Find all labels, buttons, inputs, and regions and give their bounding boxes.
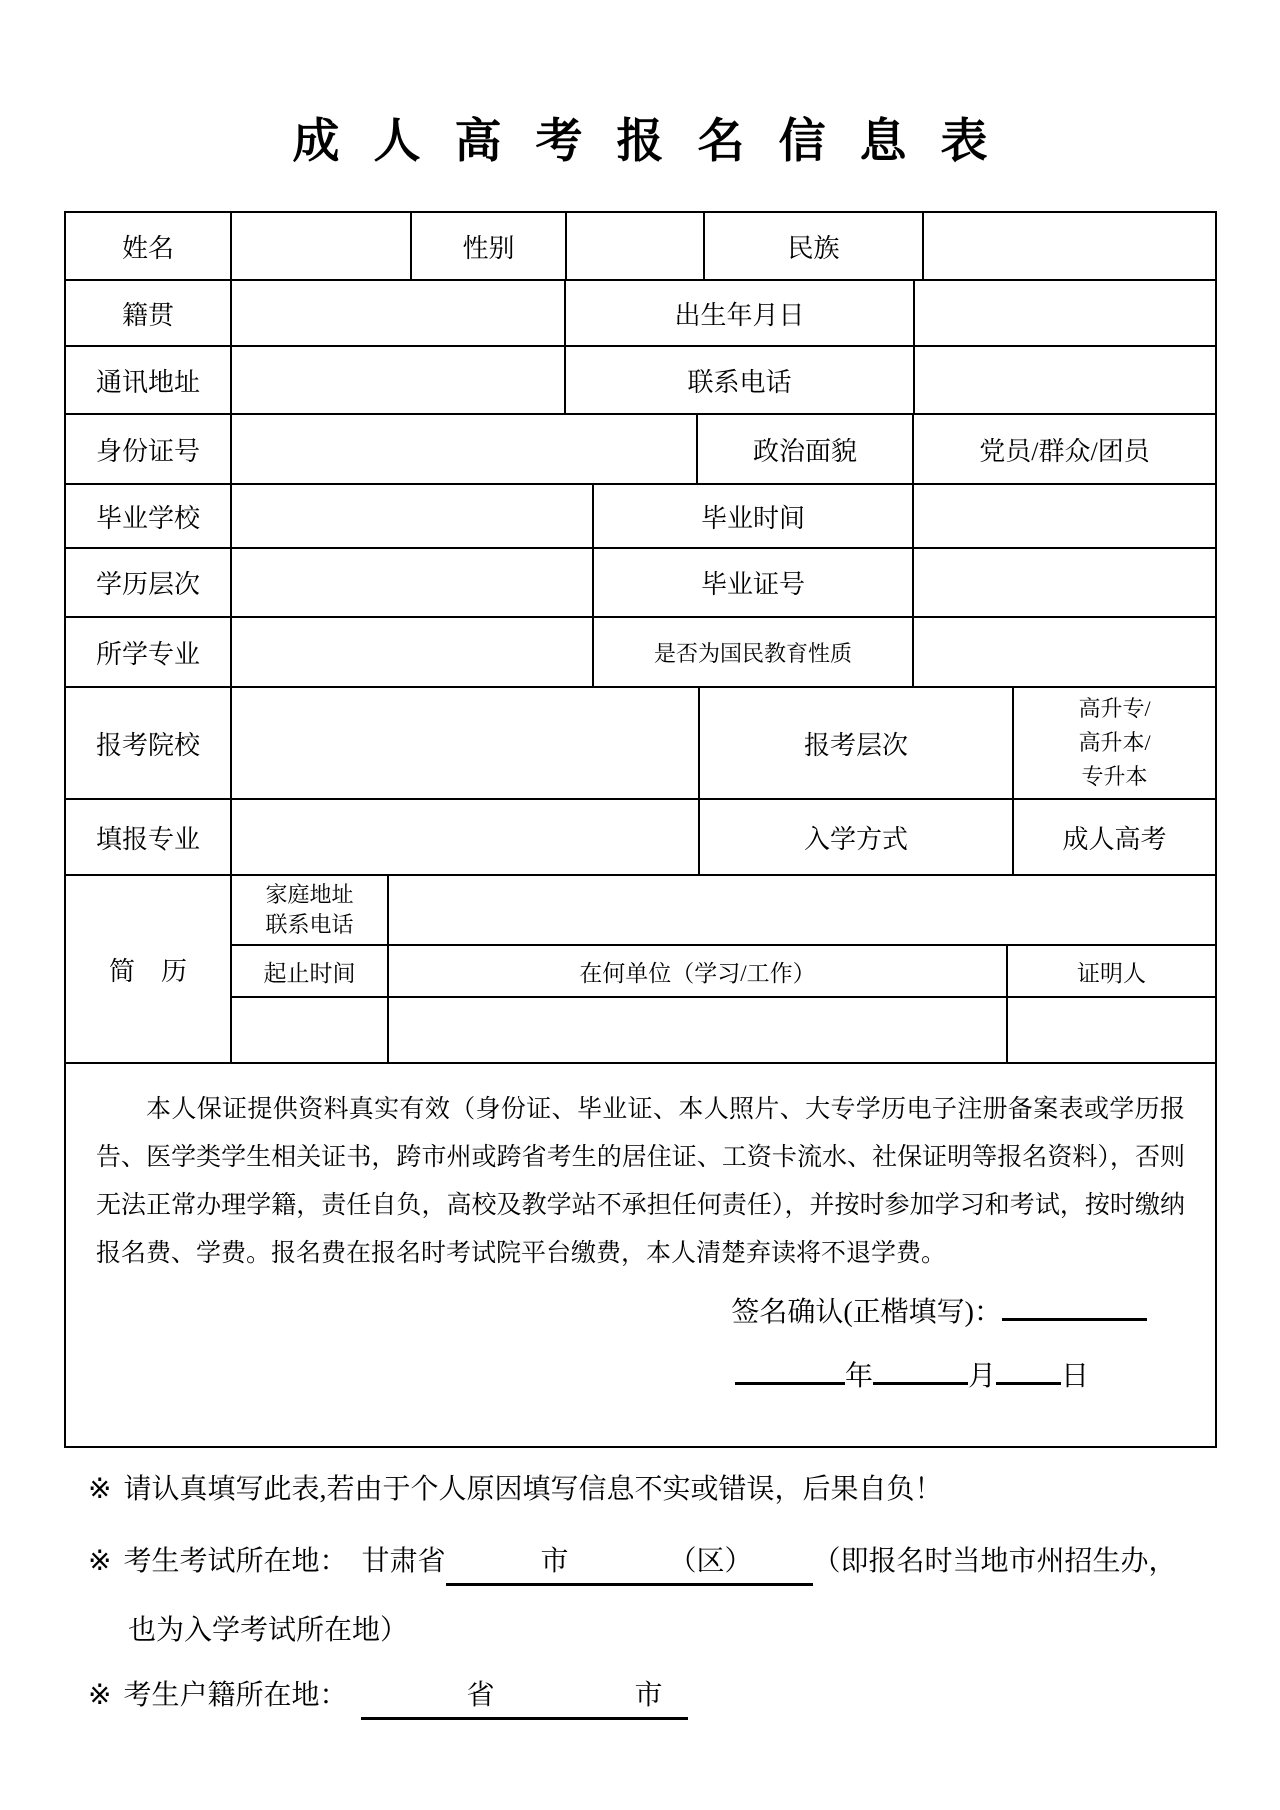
- major-studied-label: 所学专业: [66, 618, 232, 686]
- row-applyschool-applylevel: [66, 688, 1215, 800]
- graduation-school-label: 毕业学校: [66, 485, 232, 547]
- signature-label: 签名确认(正楷填写)：: [731, 1297, 1002, 1328]
- note-exam-location-line2: [88, 1611, 1280, 1651]
- resume-home-row: [232, 876, 1215, 946]
- gender-label: 性别: [412, 213, 567, 279]
- home-address-phone-label: [232, 876, 389, 944]
- ethnicity-value-cell[interactable]: [924, 213, 1215, 279]
- period-value-cell[interactable]: [232, 998, 389, 1062]
- day-label: 日: [1060, 1361, 1089, 1392]
- applied-level-option-3: 专升本: [1081, 764, 1148, 789]
- reference-mark-icon: ※: [88, 1546, 112, 1577]
- graduation-time-label: 毕业时间: [594, 485, 914, 547]
- applied-level-options-cell[interactable]: [1014, 688, 1215, 798]
- major-studied-value-cell[interactable]: [232, 618, 594, 686]
- national-education-value-cell[interactable]: [914, 618, 1215, 686]
- month-label: 月: [967, 1361, 996, 1392]
- date-line: [96, 1354, 1185, 1394]
- month-blank[interactable]: [873, 1355, 968, 1385]
- blank-spacer: [446, 1568, 541, 1570]
- row-applymajor-enrollmethod: [66, 800, 1215, 876]
- footnotes: [88, 1470, 1280, 1720]
- work-unit-value-cell[interactable]: [389, 998, 1008, 1062]
- exam-location-note-text: （即报名时当地市州招生办，: [812, 1546, 1177, 1577]
- resume-section-label: 简 历: [66, 876, 232, 1062]
- reference-mark-icon: ※: [88, 1474, 112, 1505]
- signature-line: [96, 1290, 1185, 1330]
- blank-spacer: [495, 1702, 635, 1704]
- diploma-number-value-cell[interactable]: [914, 549, 1215, 616]
- birth-date-value-cell[interactable]: [915, 281, 1215, 345]
- form-title: 成人高考报名信息表: [292, 116, 1022, 168]
- applied-school-value-cell[interactable]: [232, 688, 700, 798]
- native-place-label: 籍贯: [66, 281, 232, 345]
- declaration-row: [66, 1064, 1215, 1446]
- year-label: 年: [844, 1361, 873, 1392]
- district-suffix-label: （区）: [668, 1546, 753, 1577]
- signature-blank[interactable]: [1002, 1291, 1147, 1321]
- name-label: 姓名: [66, 213, 232, 279]
- row-gradschool-gradtime: [66, 485, 1215, 549]
- city-suffix-label: 市: [634, 1680, 663, 1711]
- graduation-time-value-cell[interactable]: [914, 485, 1215, 547]
- exam-province-text: 甘肃省: [361, 1546, 446, 1577]
- row-edulevel-diploma: [66, 549, 1215, 618]
- work-unit-label: 在何单位（学习/工作）: [389, 946, 1008, 996]
- graduation-school-value-cell[interactable]: [232, 485, 594, 547]
- household-location-label: 考生户籍所在地：: [123, 1680, 348, 1711]
- resume-entry-row: [232, 998, 1215, 1062]
- year-blank[interactable]: [735, 1355, 845, 1385]
- birth-date-label: 出生年月日: [566, 281, 915, 345]
- period-label: 起止时间: [232, 946, 389, 996]
- city-suffix-label: 市: [540, 1546, 569, 1577]
- applied-level-option-2: 高升本/: [1078, 730, 1151, 755]
- diploma-number-label: 毕业证号: [594, 549, 914, 616]
- id-number-value-cell[interactable]: [232, 415, 698, 483]
- enrollment-method-value: 成人高考: [1062, 824, 1167, 854]
- blank-spacer: [569, 1568, 669, 1570]
- name-value-cell[interactable]: [232, 213, 412, 279]
- ethnicity-label: 民族: [705, 213, 924, 279]
- blank-spacer: [361, 1702, 466, 1704]
- applied-school-label: 报考院校: [66, 688, 232, 798]
- home-address-phone-value-cell[interactable]: [389, 876, 1215, 944]
- blank-spacer: [663, 1702, 688, 1704]
- exam-city-district-blank[interactable]: [446, 1542, 813, 1586]
- note-household-location: [88, 1676, 1280, 1720]
- gender-value-cell[interactable]: [567, 213, 705, 279]
- native-place-value-cell[interactable]: [232, 281, 566, 345]
- applied-level-label: 报考层次: [700, 688, 1014, 798]
- id-number-label: 身份证号: [66, 415, 232, 483]
- home-address-label-line1: 家庭地址: [265, 882, 354, 907]
- blank-spacer: [753, 1568, 813, 1570]
- applied-major-label: 填报专业: [66, 800, 232, 874]
- contact-phone-value-cell[interactable]: [915, 347, 1215, 413]
- education-level-value-cell[interactable]: [232, 549, 594, 616]
- row-name-gender-ethnicity: [66, 213, 1215, 281]
- applied-level-option-1: 高升专/: [1078, 696, 1151, 721]
- registration-table: [64, 211, 1217, 1448]
- declaration-cell: [66, 1064, 1215, 1446]
- mailing-address-label: 通讯地址: [66, 347, 232, 413]
- education-level-label: 学历层次: [66, 549, 232, 616]
- certifier-value-cell[interactable]: [1008, 998, 1215, 1062]
- row-nativeplace-birthdate: [66, 281, 1215, 347]
- political-status-value[interactable]: 党员/群众/团员: [979, 436, 1150, 466]
- note1-text: 请认真填写此表,若由于个人原因填写信息不实或错误，后果自负！: [123, 1474, 943, 1505]
- province-suffix-label: 省: [466, 1680, 495, 1711]
- resume-section: [66, 876, 1215, 1064]
- national-education-label: 是否为国民教育性质: [594, 618, 914, 686]
- day-blank[interactable]: [996, 1355, 1061, 1385]
- row-address-phone: [66, 347, 1215, 415]
- declaration-text: 本人保证提供资料真实有效（身份证、毕业证、本人照片、大专学历电子注册备案表或学历报告、医学类学生相关证书，跨市州或跨省考生的居住证、工资卡流水、社保证明等报名资料），否则无法正常办理学籍，责任自负，高校及教学站不承担任何责任），并按时参加学习和考试，按时缴纳报名费、学费。报名费在报名时考试院平台缴费，本人清楚弃读将不退学费。: [96, 1096, 1185, 1267]
- exam-location-label: 考生考试所在地：: [123, 1546, 348, 1577]
- contact-phone-label: 联系电话: [566, 347, 915, 413]
- household-province-city-blank[interactable]: [361, 1676, 687, 1720]
- note-exam-location: [88, 1542, 1280, 1586]
- mailing-address-value-cell[interactable]: [232, 347, 566, 413]
- row-major-nationaledu: [66, 618, 1215, 688]
- note-fill-carefully: [88, 1470, 1280, 1510]
- row-id-political: [66, 415, 1215, 485]
- political-status-label: 政治面貌: [698, 415, 914, 483]
- applied-major-value-cell[interactable]: [232, 800, 700, 874]
- exam-location-note-text-line2: 也为入学考试所在地）: [128, 1615, 409, 1646]
- certifier-label: 证明人: [1077, 960, 1146, 986]
- enrollment-method-label: 入学方式: [700, 800, 1014, 874]
- resume-header-row: [232, 946, 1215, 998]
- resume-subtable: [232, 876, 1215, 1062]
- home-address-label-line2: 联系电话: [265, 912, 354, 937]
- reference-mark-icon: ※: [88, 1680, 112, 1711]
